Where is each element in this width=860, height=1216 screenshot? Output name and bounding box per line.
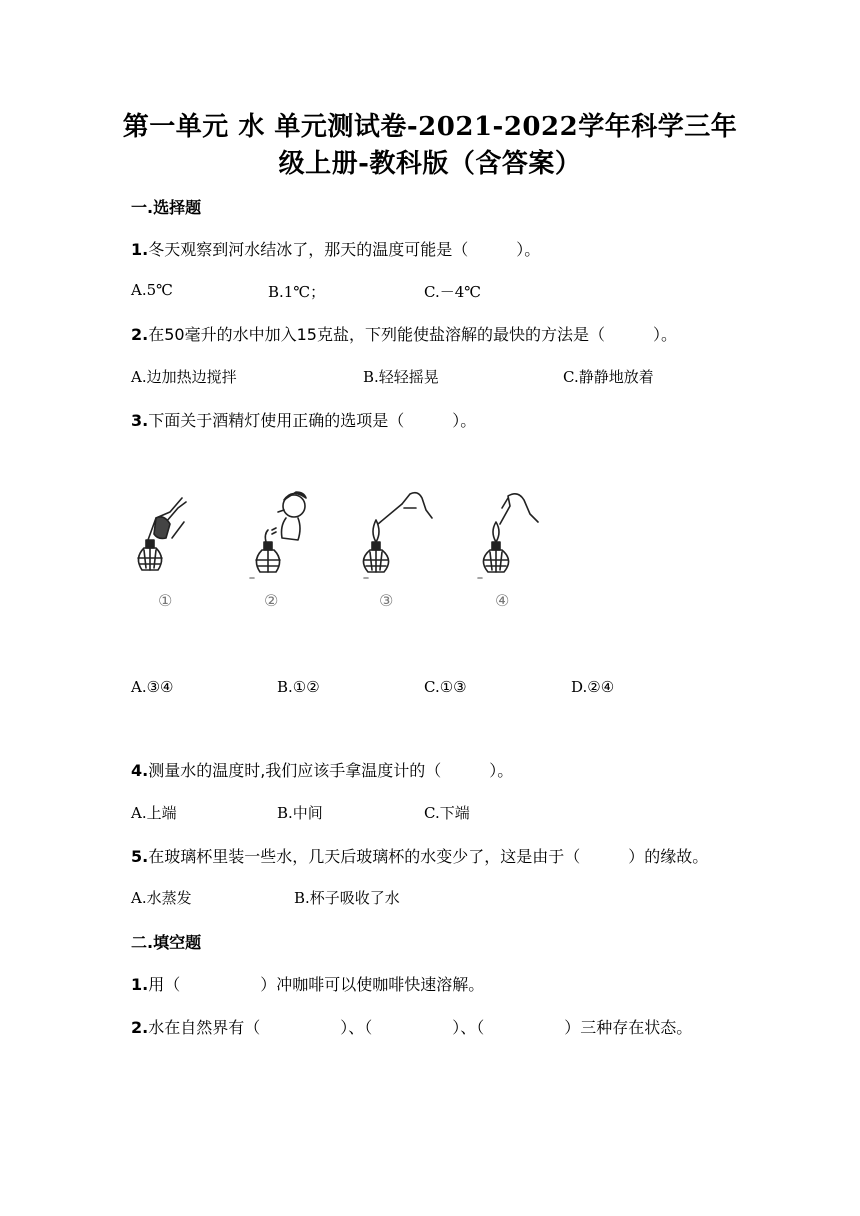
question-text: 在玻璃杯里装一些水，几天后玻璃杯的水变少了，这是由于（ ）的缘故。 — [148, 847, 709, 866]
question-text: 用（ ）冲咖啡可以使咖啡快速溶解。 — [148, 975, 485, 994]
q2-option-b: B.轻轻摇晃 — [363, 368, 439, 386]
alcohol-lamp-4-illustration — [483, 494, 538, 572]
question-number: 2. — [131, 1018, 149, 1037]
figure-label-2: ② — [264, 591, 279, 610]
question-2 — [131, 322, 677, 345]
q3-option-d: D.②④ — [571, 678, 615, 696]
question-5 — [131, 844, 708, 867]
question-number: 5. — [131, 847, 149, 866]
alcohol-lamp-2-illustration — [256, 492, 306, 572]
question-text: 在50毫升的水中加入15克盐，下列能使盐溶解的最快的方法是（ ）。 — [148, 325, 677, 344]
q5-option-a: A.水蒸发 — [131, 889, 192, 907]
alcohol-lamp-3-illustration — [363, 493, 432, 572]
q4-option-a: A.上端 — [131, 804, 177, 822]
q5-option-b: B.杯子吸收了水 — [294, 889, 400, 907]
figure-label-3: ③ — [379, 591, 394, 610]
q1-option-a: A.5℃ — [131, 281, 173, 299]
fill-question-2 — [131, 1015, 692, 1038]
alcohol-lamp-1-illustration — [138, 498, 186, 570]
figure-label-1: ① — [158, 591, 173, 610]
q1-option-c: C.－4℃ — [424, 283, 482, 301]
q4-option-c: C.下端 — [424, 804, 470, 822]
document-title-line1: 第一单元 水 单元测试卷-2021-2022学年科学三年 — [122, 112, 738, 142]
q4-option-b: B.中间 — [277, 804, 323, 822]
fill-question-1 — [131, 972, 484, 995]
q2-option-a: A.边加热边搅拌 — [131, 368, 237, 386]
question-number: 1. — [131, 975, 149, 994]
question-text: 水在自然界有（ ）、（ ）、（ ）三种存在状态。 — [148, 1018, 693, 1037]
alcohol-lamp-figure — [126, 478, 556, 618]
question-number: 4. — [131, 761, 149, 780]
question-number: 3. — [131, 411, 149, 430]
q3-option-b: B.①② — [277, 678, 320, 696]
question-3 — [131, 408, 476, 431]
section-heading-fill-in: 二.填空题 — [131, 933, 202, 952]
q2-option-c: C.静静地放着 — [563, 368, 654, 386]
question-1 — [131, 237, 540, 260]
question-number: 2. — [131, 325, 149, 344]
q3-option-a: A.③④ — [131, 678, 174, 696]
q3-option-c: C.①③ — [424, 678, 467, 696]
document-title-line2: 级上册-教科版（含答案） — [278, 149, 582, 179]
question-text: 测量水的温度时,我们应该手拿温度计的（ ）。 — [148, 761, 514, 780]
q1-option-b: B.1℃； — [268, 283, 326, 301]
question-text: 冬天观察到河水结冰了，那天的温度可能是（ ）。 — [148, 240, 541, 259]
section-heading-choice: 一.选择题 — [131, 198, 202, 217]
question-text: 下面关于酒精灯使用正确的选项是（ ）。 — [148, 411, 477, 430]
question-number: 1. — [131, 240, 149, 259]
figure-label-4: ④ — [495, 591, 510, 610]
question-4 — [131, 758, 513, 781]
